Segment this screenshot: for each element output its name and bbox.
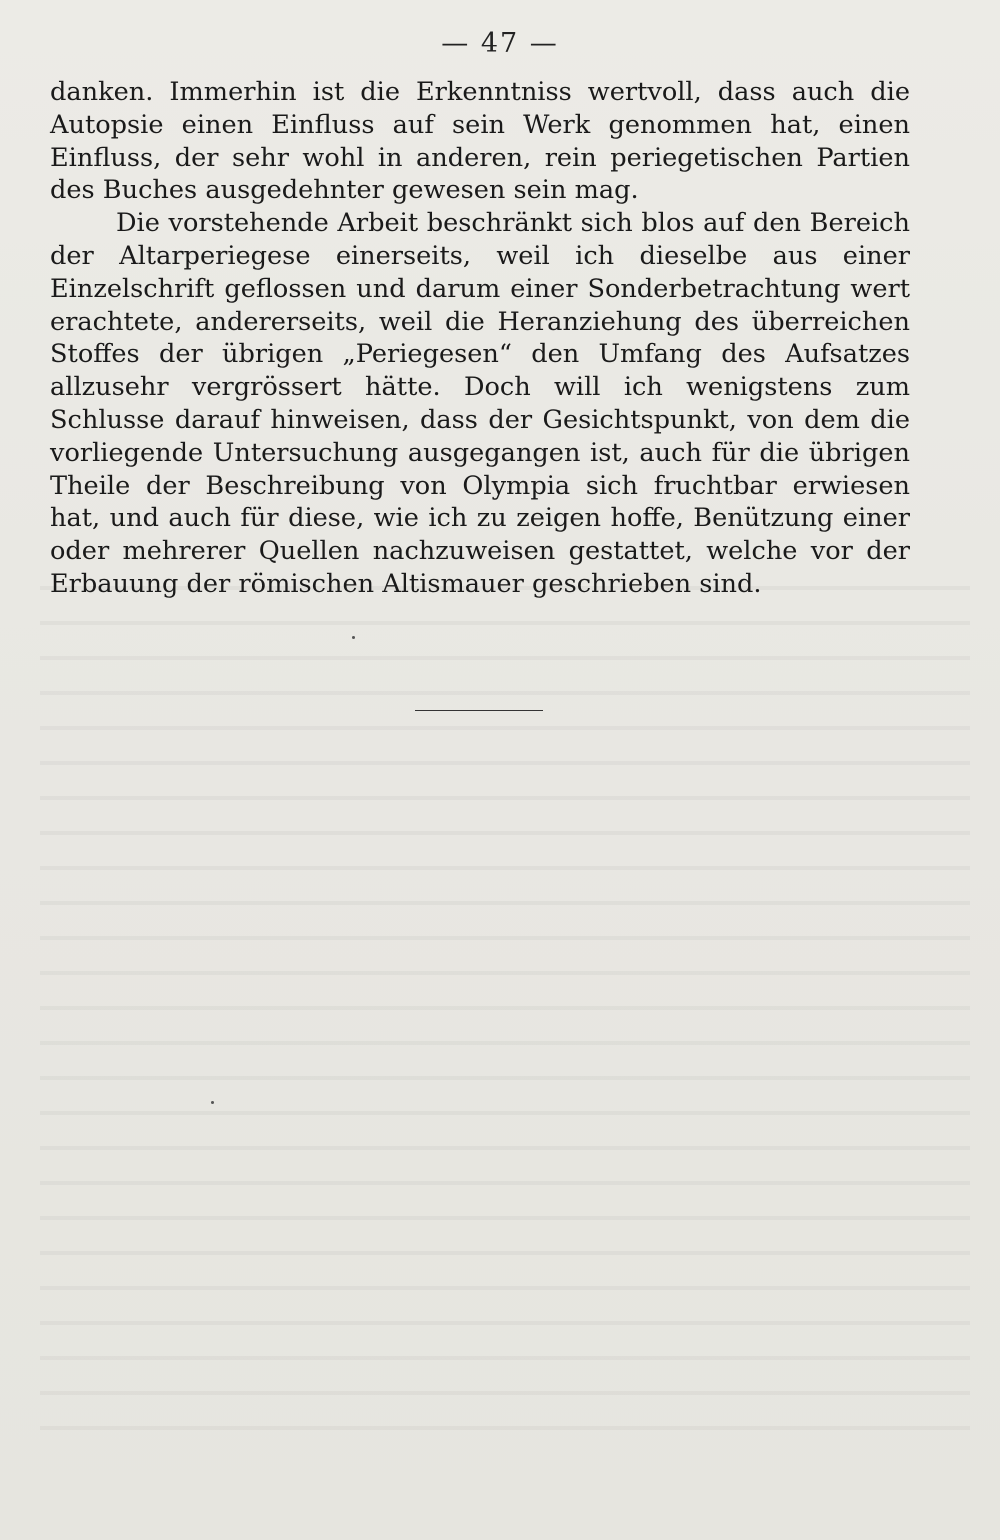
paragraph-continuation: danken. Immerhin ist die Erkenntniss wertvoll, dass auch die Autopsie einen Einfluss auf sein Werk genommen hat, einen Einfluss, der sehr wohl in anderen, rein periegetischen Partien des Buches ausgedehnter gewesen sein mag. — [50, 77, 910, 206]
page-number: — 47 — — [441, 28, 559, 59]
show-through-texture — [40, 560, 970, 1460]
section-end-rule — [415, 710, 543, 711]
paper-speck — [211, 1101, 214, 1104]
paper-speck — [352, 636, 355, 639]
main-text — [50, 76, 910, 601]
paragraph-conclusion: Die vorstehende Arbeit beschränkt sich blos auf den Bereich der Altarperiegese einerseits, weil ich dieselbe aus einer Einzelschrift geflossen und darum einer Sonderbetrachtung wert erachtete, andererseits, weil die Heranziehung des überreichen Stoffes der übrigen „Periegesen“ den Umfang des Aufsatzes allzusehr vergrössert hätte. Doch will ich wenigstens zum Schlusse darauf hinweisen, dass der Gesichtspunkt, von dem die vorliegende Untersuchung ausgegangen ist, auch für die übrigen Theile der Beschreibung von Olympia sich fruchtbar erwiesen hat, und auch für diese, wie ich zu zeigen hoffe, Benützung einer oder mehrerer Quellen nachzuweisen gestattet, welche vor der Erbauung der römischen Altismauer geschrieben sind. — [50, 208, 910, 599]
